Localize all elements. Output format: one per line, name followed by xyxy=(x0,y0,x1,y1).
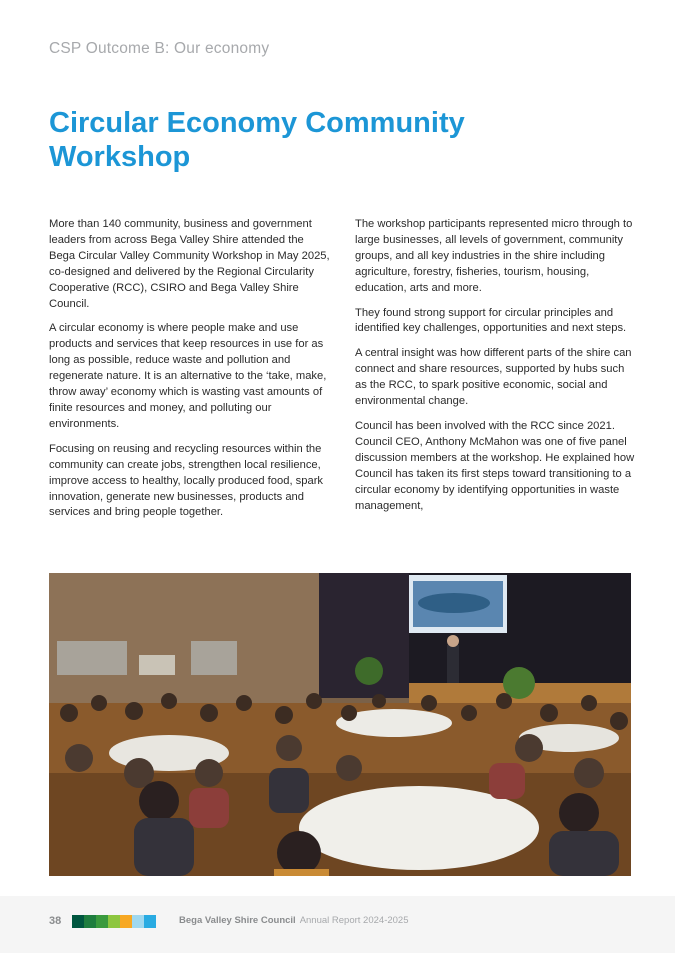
paragraph: More than 140 community, business and government leaders from across Bega Valley Shire attended the Bega Circular Valley Community Workshop in May 2025, co-designed and delivered by the Regional Circularity Cooperative (RCC), CSIRO and Bega Valley Shire Council. xyxy=(49,218,330,310)
color-swatch-bar xyxy=(72,915,156,928)
page-number: 38 xyxy=(49,915,62,927)
color-swatch xyxy=(108,915,120,928)
paragraph: They found strong support for circular principles and identified key challenges, opportunities and next steps. xyxy=(355,306,627,335)
footer-text xyxy=(179,915,409,926)
color-swatch xyxy=(96,915,108,928)
paragraph: The workshop participants represented micro through to large businesses, all levels of government, community groups, and all key industries in the shire including agriculture, forestry, fisheries, tourism, housing, education, arts and more. xyxy=(355,218,633,294)
right-column xyxy=(355,217,637,523)
report-name: Annual Report 2024-2025 xyxy=(299,915,409,926)
color-swatch xyxy=(72,915,84,928)
left-column xyxy=(49,217,331,530)
paragraph: Focusing on reusing and recycling resources within the community can create jobs, strengthen local resilience, improve access to healthy, locally produced food, spark innovation, generate new businesses, products and services and bring people together. xyxy=(49,442,324,519)
workshop-photo xyxy=(49,573,631,876)
page-title: Circular Economy Community Workshop xyxy=(49,107,465,173)
color-swatch xyxy=(84,915,96,928)
paragraph: A circular economy is where people make and use products and services that keep resources in use for as long as possible, reduce waste and pollution and regenerate nature. It is an alternative to the ‘take, make, throw away’ economy which is wasting vast amounts of finite resources and money, and polluting our environments. xyxy=(49,322,327,430)
color-swatch xyxy=(120,915,132,928)
color-swatch xyxy=(132,915,144,928)
paragraph: Council has been involved with the RCC since 2021. Council CEO, Anthony McMahon was one of five panel discussion members at the workshop. He explained how Council has taken its first steps toward transitioning to a circular economy by identifying opportunities in waste management, xyxy=(355,419,635,512)
organisation-name: Bega Valley Shire Council xyxy=(179,915,296,926)
section-label: CSP Outcome B: Our economy xyxy=(49,40,270,57)
color-swatch xyxy=(144,915,156,928)
paragraph: A central insight was how different parts of the shire can connect and share resources, supported by hubs such as the RCC, to spark positive economic, social and environmental change. xyxy=(355,347,632,408)
